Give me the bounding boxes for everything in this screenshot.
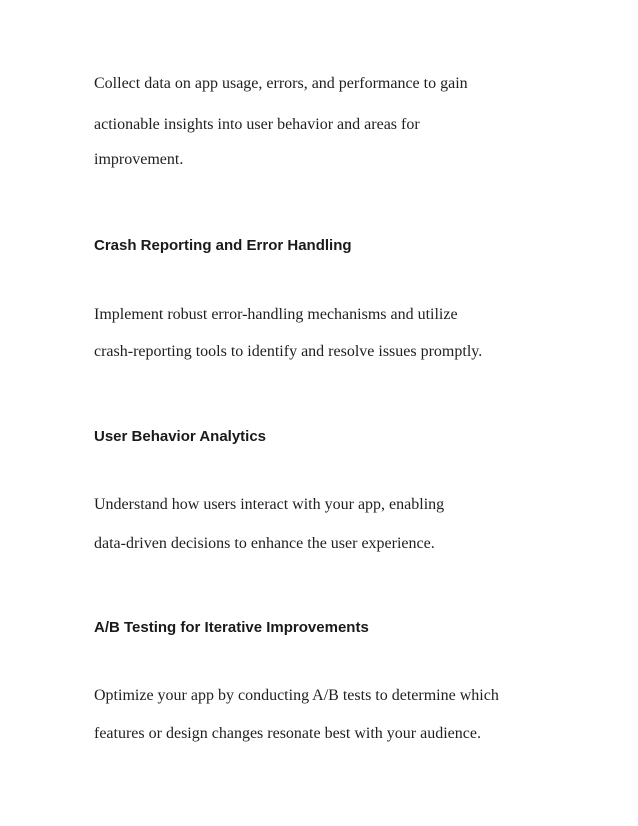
section-heading-user-behavior: User Behavior Analytics [94, 428, 267, 445]
section-text-line: Implement robust error-handling mechanisms and utilize [94, 306, 458, 323]
section-text-line: Optimize your app by conducting A/B tests to determine which [94, 687, 499, 704]
intro-text-line: improvement. [94, 151, 184, 168]
section-text-line: Understand how users interact with your app, enabling [94, 496, 445, 513]
section-heading-ab-testing: A/B Testing for Iterative Improvements [94, 619, 369, 636]
intro-text-line: actionable insights into user behavior and areas for [94, 116, 420, 133]
section-text-line: data-driven decisions to enhance the user experience. [94, 535, 435, 552]
section-text-line: features or design changes resonate best with your audience. [94, 725, 481, 742]
intro-text-line: Collect data on app usage, errors, and performance to gain [94, 75, 468, 92]
section-heading-crash-reporting: Crash Reporting and Error Handling [94, 237, 352, 254]
section-text-line: crash-reporting tools to identify and resolve issues promptly. [94, 343, 483, 360]
